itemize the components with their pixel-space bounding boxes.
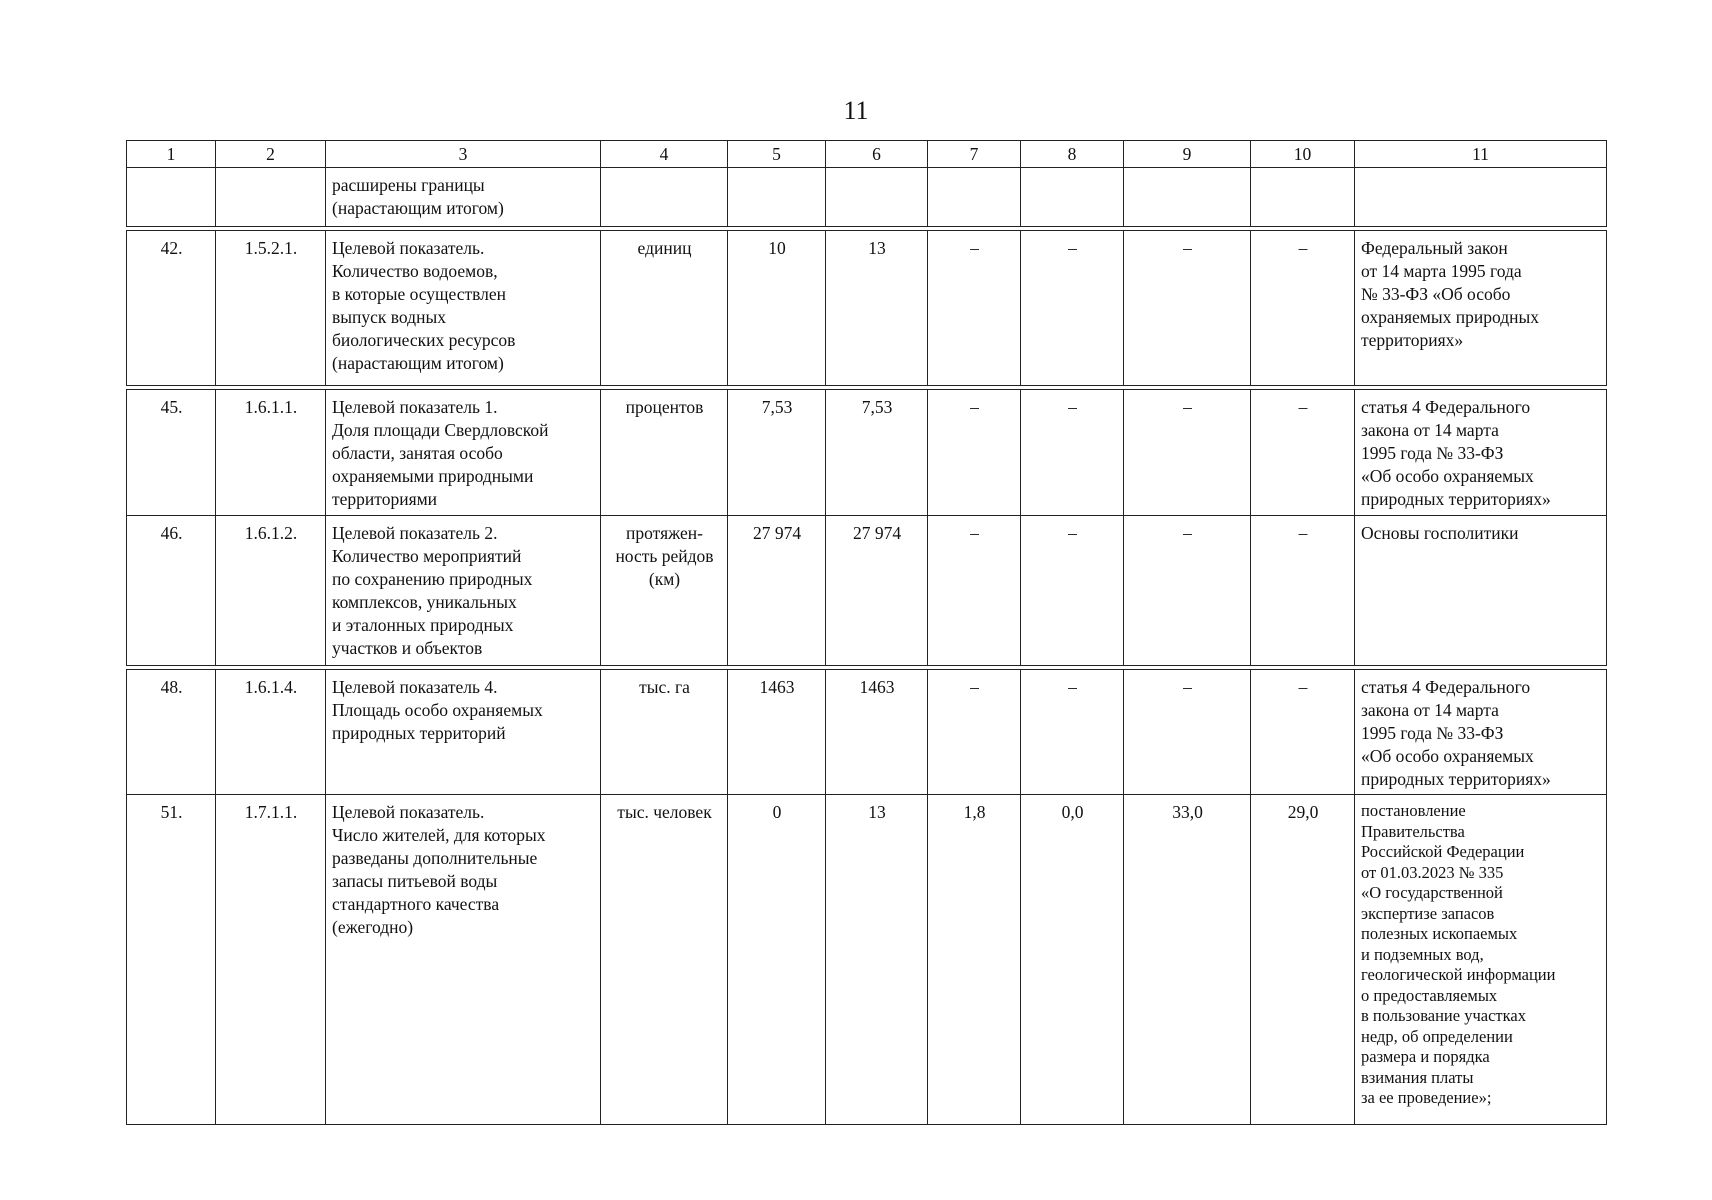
header-col-8: 8 [1021, 141, 1124, 168]
cell-col5: 27 974 [728, 516, 826, 666]
cell-num: 45. [127, 390, 216, 516]
cell-col9: – [1124, 516, 1251, 666]
cell-empty [826, 168, 928, 227]
table-row [127, 390, 1607, 516]
cell-num: 42. [127, 231, 216, 386]
cell-unit: протяжен- ность рейдов (км) [601, 516, 728, 666]
header-col-2: 2 [216, 141, 326, 168]
cell-col6: 13 [826, 231, 928, 386]
cell-code: 1.7.1.1. [216, 795, 326, 1125]
cell-indicator: Целевой показатель 2. Количество мероприятий по сохранению природных комплексов, уникальных и эталонных природных участков и объектов [326, 516, 601, 666]
cell-num: 48. [127, 670, 216, 795]
cell-empty [928, 168, 1021, 227]
table-row [127, 516, 1607, 666]
cell-empty [728, 168, 826, 227]
cell-col7: – [928, 516, 1021, 666]
cell-col7: – [928, 231, 1021, 386]
cell-col8: – [1021, 516, 1124, 666]
cell-basis: статья 4 Федерального закона от 14 марта 1995 года № 33-ФЗ «Об особо охраняемых природных территориях» [1355, 390, 1607, 516]
cell-col7: – [928, 670, 1021, 795]
cell-empty [1355, 168, 1607, 227]
cell-col8: – [1021, 670, 1124, 795]
cell-num: 51. [127, 795, 216, 1125]
cell-col8: – [1021, 231, 1124, 386]
cell-col6: 27 974 [826, 516, 928, 666]
cell-col8: 0,0 [1021, 795, 1124, 1125]
cell-indicator: Целевой показатель 1. Доля площади Свердловской области, занятая особо охраняемыми природными территориями [326, 390, 601, 516]
cell-indicator: Целевой показатель 4. Площадь особо охраняемых природных территорий [326, 670, 601, 795]
header-col-6: 6 [826, 141, 928, 168]
table-row [127, 795, 1607, 1125]
cell-col5: 0 [728, 795, 826, 1125]
cell-empty [601, 168, 728, 227]
header-row [127, 141, 1607, 168]
cell-empty [127, 168, 216, 227]
cell-col5: 1463 [728, 670, 826, 795]
cell-unit: процентов [601, 390, 728, 516]
cell-basis: статья 4 Федерального закона от 14 марта 1995 года № 33-ФЗ «Об особо охраняемых природных территориях» [1355, 670, 1607, 795]
cell-col9: – [1124, 390, 1251, 516]
cell-col7: – [928, 390, 1021, 516]
header-col-4: 4 [601, 141, 728, 168]
cell-code: 1.6.1.1. [216, 390, 326, 516]
cell-unit: тыс. человек [601, 795, 728, 1125]
table-row [127, 231, 1607, 386]
cell-col10: – [1251, 516, 1355, 666]
cell-indicator: Целевой показатель. Число жителей, для которых разведаны дополнительные запасы питьевой воды стандартного качества (ежегодно) [326, 795, 601, 1125]
cell-col10: – [1251, 670, 1355, 795]
cell-code: 1.6.1.2. [216, 516, 326, 666]
cell-col10: 29,0 [1251, 795, 1355, 1125]
cell-col7: 1,8 [928, 795, 1021, 1125]
cell-col6: 13 [826, 795, 928, 1125]
cell-indicator: расширены границы (нарастающим итогом) [326, 168, 601, 227]
page-number: 11 [843, 96, 869, 125]
cell-col8: – [1021, 390, 1124, 516]
cell-col6: 1463 [826, 670, 928, 795]
header-col-1: 1 [127, 141, 216, 168]
cell-empty [1251, 168, 1355, 227]
header-col-10: 10 [1251, 141, 1355, 168]
header-col-9: 9 [1124, 141, 1251, 168]
cell-basis: постановление Правительства Российской Федерации от 01.03.2023 № 335 «О государственной экспертизе запасов полезных ископаемых и подземных вод, геологической информации о предоставляемых в пользование участках недр, об определении размера и порядка взимания платы за ее проведение»; [1355, 795, 1607, 1125]
cell-basis: Федеральный закон от 14 марта 1995 года № 33-ФЗ «Об особо охраняемых природных территориях» [1355, 231, 1607, 386]
cell-col9: 33,0 [1124, 795, 1251, 1125]
cell-unit: тыс. га [601, 670, 728, 795]
indicator-table [126, 140, 1607, 1125]
header-col-7: 7 [928, 141, 1021, 168]
cell-code: 1.6.1.4. [216, 670, 326, 795]
cell-col6: 7,53 [826, 390, 928, 516]
cell-num: 46. [127, 516, 216, 666]
table-row-continuation [127, 168, 1607, 227]
cell-col10: – [1251, 390, 1355, 516]
cell-indicator: Целевой показатель. Количество водоемов, в которые осуществлен выпуск водных биологических ресурсов (нарастающим итогом) [326, 231, 601, 386]
cell-code: 1.5.2.1. [216, 231, 326, 386]
header-col-3: 3 [326, 141, 601, 168]
cell-col5: 7,53 [728, 390, 826, 516]
table-row [127, 670, 1607, 795]
header-col-11: 11 [1355, 141, 1607, 168]
cell-col9: – [1124, 231, 1251, 386]
cell-empty [1021, 168, 1124, 227]
cell-unit: единиц [601, 231, 728, 386]
cell-col9: – [1124, 670, 1251, 795]
header-col-5: 5 [728, 141, 826, 168]
cell-empty [1124, 168, 1251, 227]
cell-basis: Основы госполитики [1355, 516, 1607, 666]
cell-empty [216, 168, 326, 227]
cell-col10: – [1251, 231, 1355, 386]
cell-col5: 10 [728, 231, 826, 386]
